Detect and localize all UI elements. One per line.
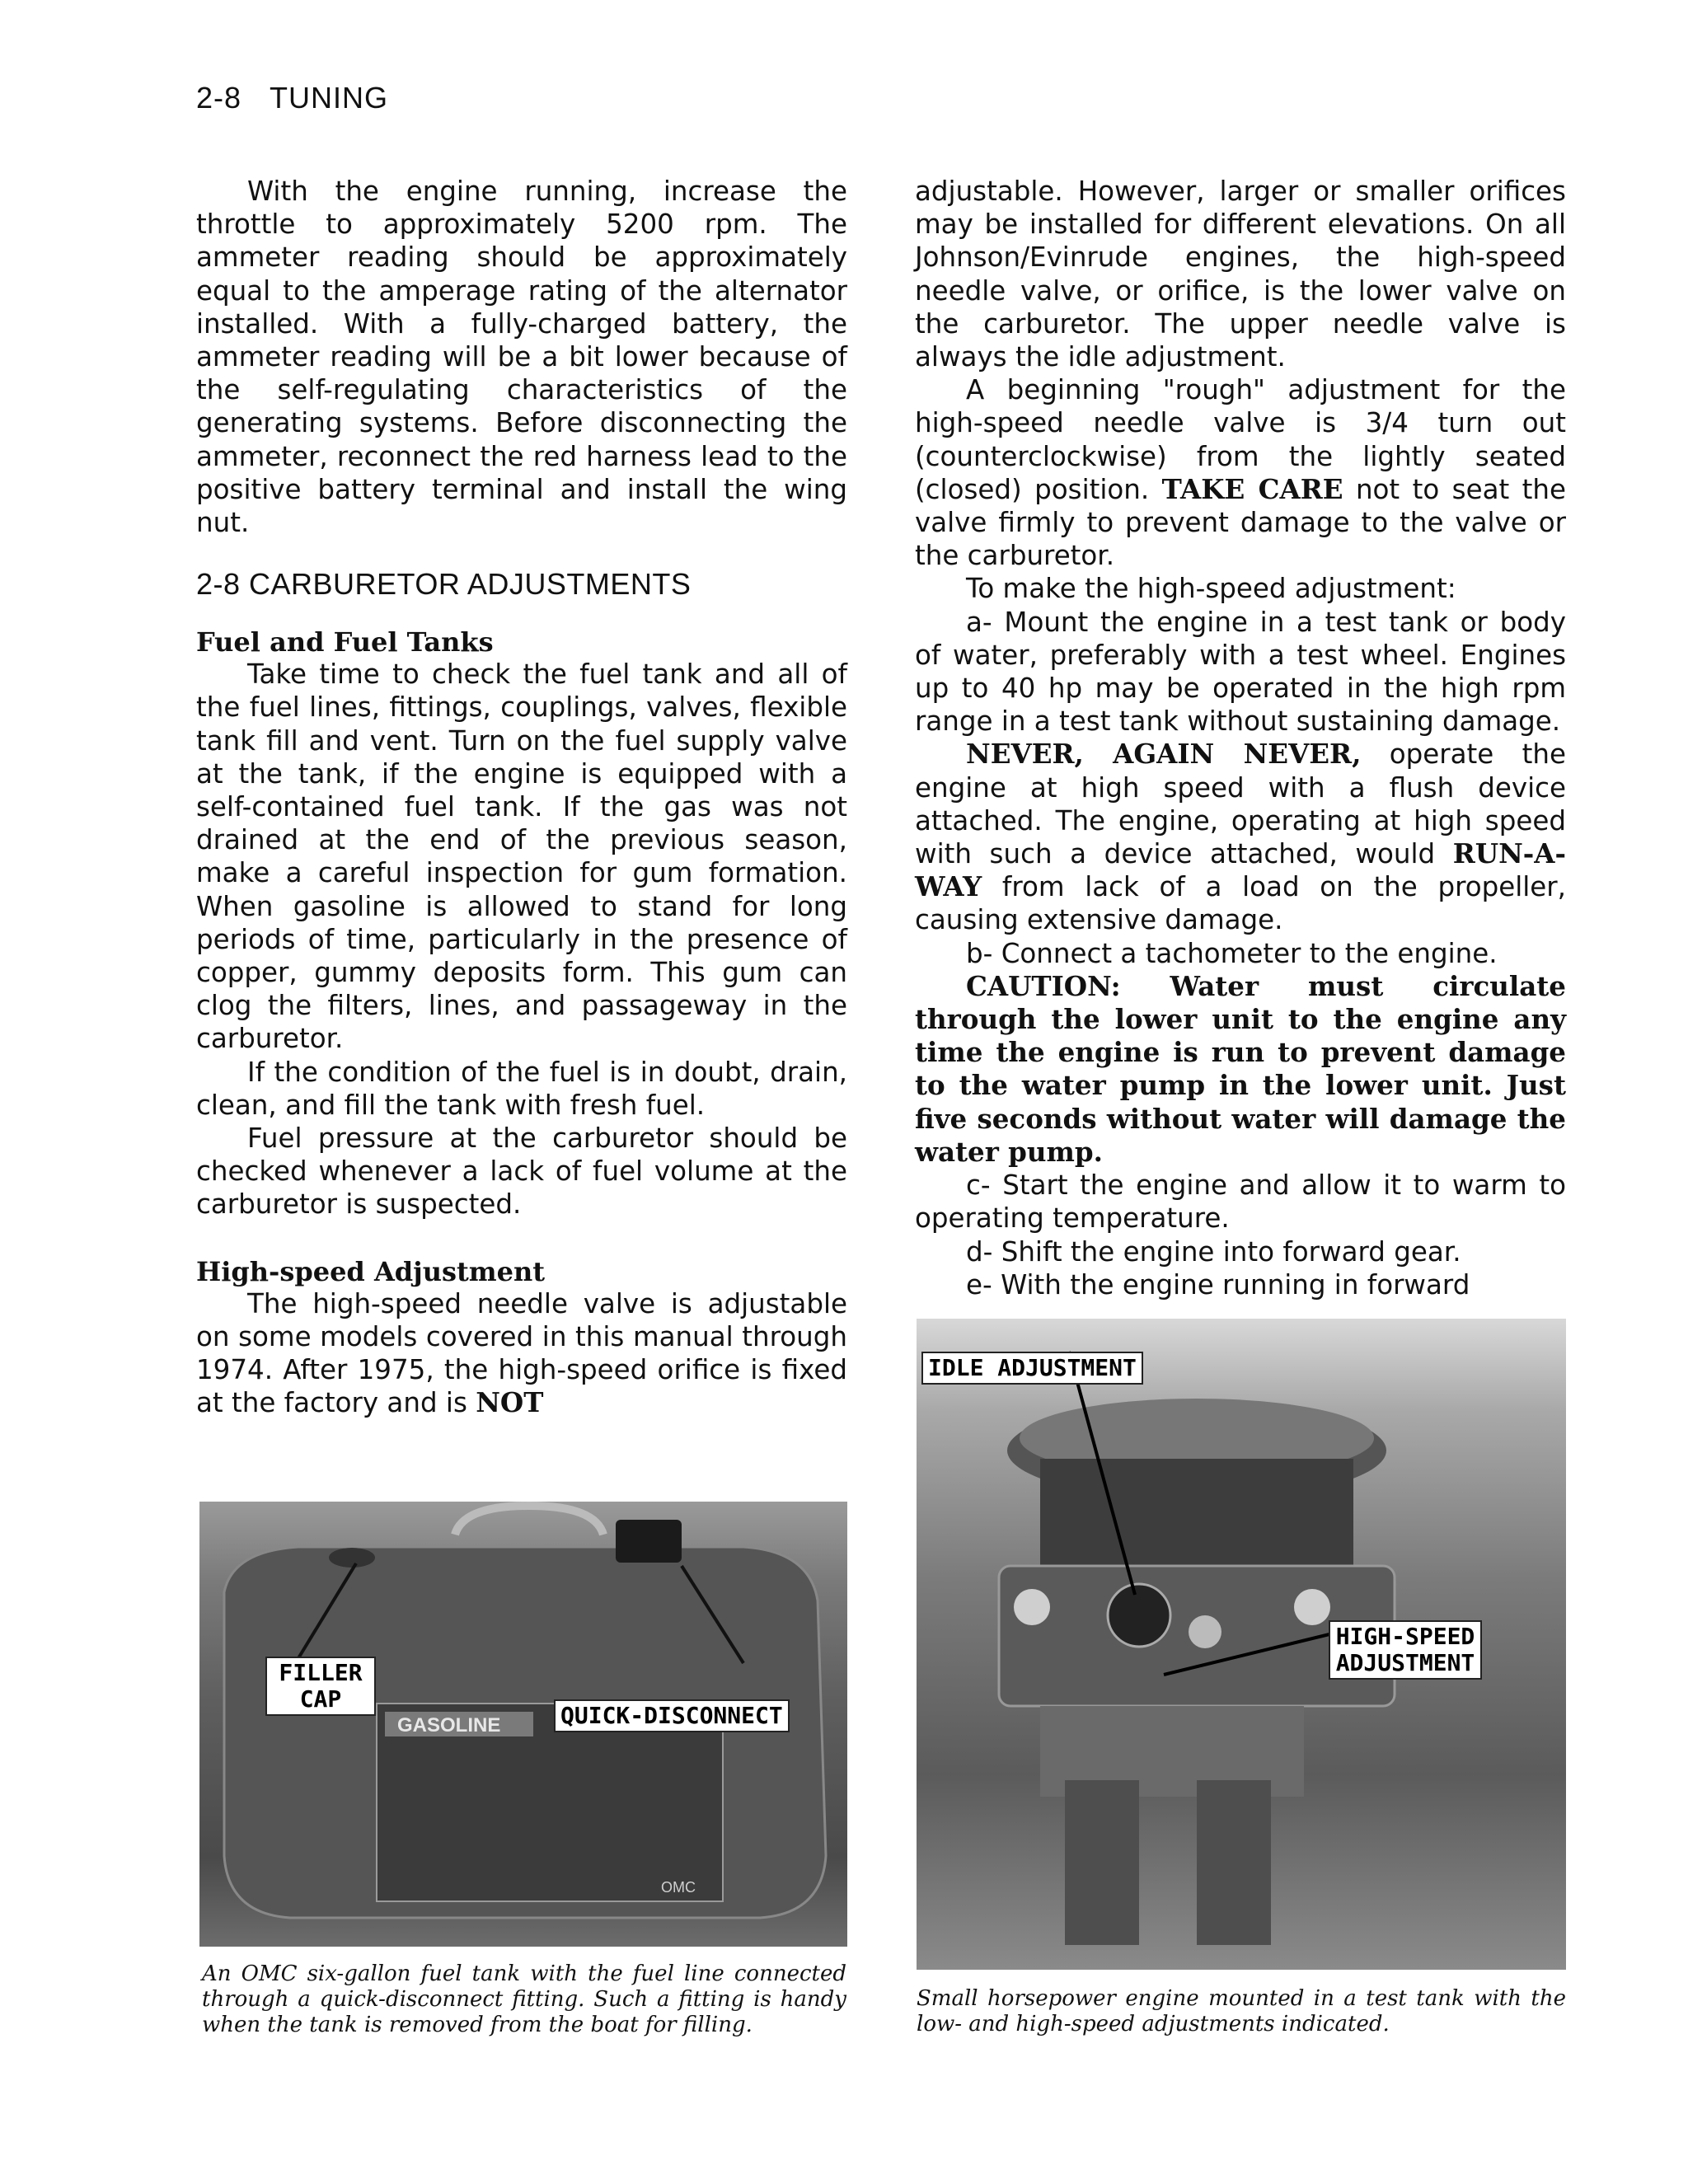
step-label: b- xyxy=(966,937,993,969)
paragraph-text: from lack of a load on the propeller, causing extensive damage. xyxy=(915,871,1566,936)
left-column xyxy=(196,175,847,1420)
paragraph-text: The high-speed needle valve is adjustable on some models covered in this manual through 1974. After 1975, the high-speed orifice is fixed at the factory and is xyxy=(196,1287,847,1419)
caution-note: CAUTION: Water must circulate through the lower unit to the engine any time the engine is run to prevent damage to the water pump in the lower unit. Just five seconds without water will damage the water pump. xyxy=(915,969,1566,1168)
engine-caption: Small horsepower engine mounted in a test tank with the low- and high-speed adjustments indicated. xyxy=(917,1986,1566,2036)
idle-adjustment-label: IDLE ADJUSTMENT xyxy=(921,1352,1143,1385)
tank-gasoline-text: GASOLINE xyxy=(397,1714,501,1736)
step-text: Connect a tachometer to the engine. xyxy=(1001,937,1498,969)
paragraph-text: operate the engine at high speed with a flush device attached. The engine, operating at high speed with such a device attached, would xyxy=(915,738,1566,870)
paragraph: adjustable. However, larger or smaller orifices may be installed for different elevations. On all Johnson/Evinrude engines, the high-speed needle valve, or orifice, is the lower valve on the carburetor. The upper needle valve is always the idle adjustment. xyxy=(915,176,1566,373)
engine-photo xyxy=(917,1319,1566,1970)
step-label: a- xyxy=(966,606,992,638)
quick-disconnect-label: QUICK-DISCONNECT xyxy=(554,1699,790,1732)
fuel-tank-photo xyxy=(199,1502,847,1947)
paragraph: With the engine running, increase the throttle to approximately 5200 rpm. The ammeter reading should be approximately equal to the amperage rating of the alternator installed. With a fully-charged battery, the ammeter reading will be a bit lower because of the self-regulating characteristics of the generating systems. Before disconnecting the ammeter, reconnect the red harness lead to the positive battery terminal and install the wing nut. xyxy=(196,176,847,539)
paragraph: To make the high-speed adjustment: xyxy=(966,573,1456,605)
step-a xyxy=(915,606,1566,738)
page-header xyxy=(196,81,388,115)
emphasis: NOT xyxy=(476,1386,544,1419)
emphasis: RUN-A-WAY xyxy=(915,837,1566,903)
step-d xyxy=(915,1235,1566,1268)
fuel-tank-caption: An OMC six-gallon fuel tank with the fuel line connected through a quick-disconnect fitting. Such a fitting is handy when the tank is removed from the boat for filling. xyxy=(202,1961,846,2037)
step-text: With the engine running in forward xyxy=(1001,1268,1470,1301)
step-b xyxy=(915,937,1566,970)
paragraph-text: not to seat the valve firmly to prevent damage to the valve or the carburetor. xyxy=(915,473,1566,572)
tank-omc-logo: OMC xyxy=(661,1879,696,1896)
step-text: Mount the engine in a test tank or body of water, preferably with a test wheel. Engines up to 40 hp may be operated in the high rpm range in a test tank without sustaining damage. xyxy=(915,606,1566,738)
high-speed-adjustment-label: HIGH-SPEED ADJUSTMENT xyxy=(1329,1620,1482,1680)
section-heading: 2-8 CARBURETOR ADJUSTMENTS xyxy=(196,567,692,602)
step-label: d- xyxy=(966,1235,993,1268)
paragraph: Fuel pressure at the carburetor should be checked whenever a lack of fuel volume at the carburetor is suspected. xyxy=(196,1122,847,1221)
page-number: 2-8 xyxy=(196,81,242,115)
subheading-fuel: Fuel and Fuel Tanks xyxy=(196,626,494,658)
paragraph-text: A beginning "rough" adjustment for the high-speed needle valve is 3/4 turn out (counterclockwise) from the lightly seated (closed) position. xyxy=(915,374,1566,505)
emphasis: NEVER, AGAIN NEVER, xyxy=(966,738,1362,771)
filler-cap-label: FILLER CAP xyxy=(265,1657,376,1716)
step-label: e- xyxy=(966,1268,992,1301)
step-e xyxy=(915,1268,1566,1301)
emphasis: TAKE CARE xyxy=(1161,472,1343,505)
step-text: Shift the engine into forward gear. xyxy=(1001,1235,1461,1268)
step-label: c- xyxy=(966,1169,991,1202)
paragraph: Take time to check the fuel tank and all of the fuel lines, fittings, couplings, valves, flexible tank fill and vent. Turn on the fuel supply valve at the tank, if the engine is equipped with a self-contained fuel tank. If the gas was not drained at the end of the previous season, make a careful inspection for gum formation. When gasoline is allowed to stand for long periods of time, particularly in the presence of copper, gummy deposits form. This gum can clog the filters, lines, and passageway in the carburetor. xyxy=(196,658,847,1055)
paragraph: If the condition of the fuel is in doubt, drain, clean, and fill the tank with fresh fuel. xyxy=(196,1056,847,1121)
right-column xyxy=(915,175,1566,1301)
paragraph xyxy=(196,1287,847,1420)
step-c xyxy=(915,1169,1566,1235)
paragraph xyxy=(915,373,1566,572)
subheading-high-speed: High-speed Adjustment xyxy=(196,1255,546,1287)
warning-paragraph xyxy=(915,738,1566,936)
chapter-title: TUNING xyxy=(270,81,389,115)
step-text: Start the engine and allow it to warm to operating temperature. xyxy=(915,1169,1566,1235)
